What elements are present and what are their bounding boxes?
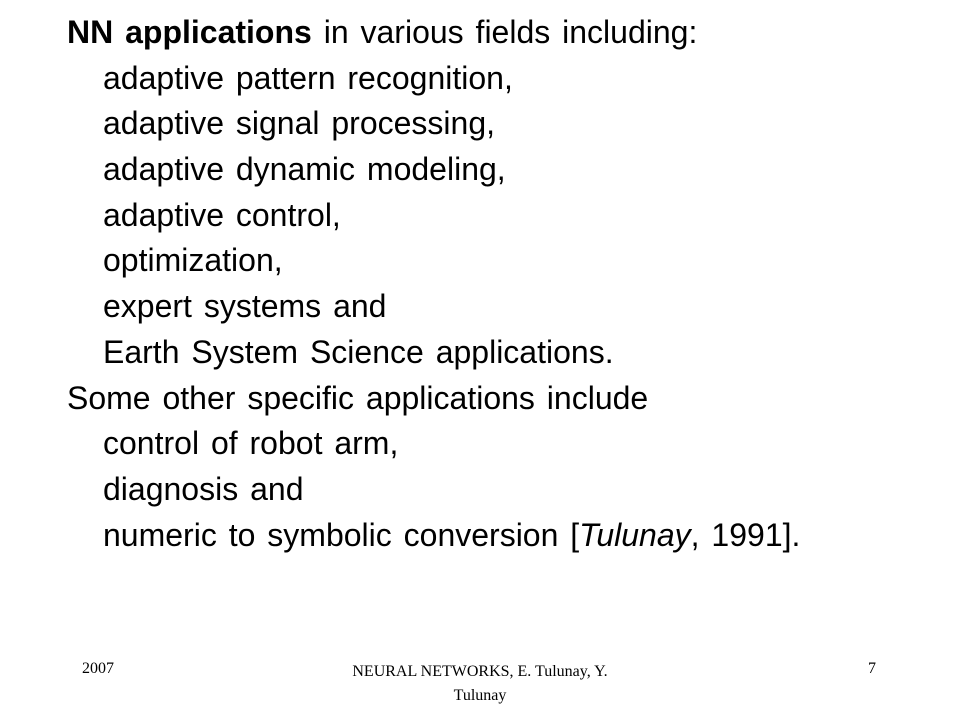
slide-body xyxy=(67,10,947,558)
heading-rest: in various fields including: xyxy=(311,14,698,50)
field-item: adaptive control, xyxy=(103,196,341,233)
field-item: adaptive dynamic modeling, xyxy=(103,151,506,188)
field-item: adaptive pattern recognition, xyxy=(103,59,513,96)
other-app-item: control of robot arm, xyxy=(103,425,399,462)
heading-line xyxy=(67,10,947,56)
other-heading: Some other specific applications include xyxy=(67,379,649,416)
field-item: optimization, xyxy=(103,242,283,279)
footer-title: NEURAL NETWORKS, E. Tulunay, Y. Tulunay xyxy=(352,663,608,704)
last-app-item xyxy=(67,513,947,559)
field-item: expert systems and xyxy=(103,288,387,325)
other-app-item: diagnosis and xyxy=(103,470,304,507)
footer-page-number: 7 xyxy=(868,660,876,677)
field-item: adaptive signal processing, xyxy=(103,105,496,142)
heading-bold: NN applications xyxy=(67,14,312,50)
field-item: Earth System Science applications. xyxy=(103,333,614,370)
last-app-suffix: , 1991]. xyxy=(690,516,801,553)
citation-author: Tulunay xyxy=(579,516,691,553)
last-app-prefix: numeric to symbolic conversion [ xyxy=(103,516,580,553)
footer-date: 2007 xyxy=(82,660,114,677)
